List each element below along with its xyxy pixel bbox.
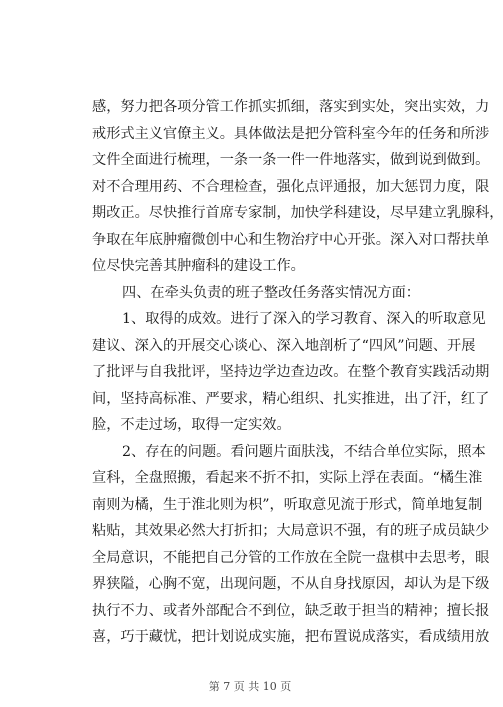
text-line: 喜，巧于藏忧，把计划说成实施，把布置说成落实，看成绩用放 [92,629,490,645]
text-line: 戒形式主义官僚主义。具体做法是把分管科室今年的任务和所涉 [92,125,490,142]
text-line: 粘贴，其效果必然大打折扣；大局意识不强，有的班子成员缺少 [92,523,490,539]
text-line: 位尽快完善其肿瘤科的建设工作。 [92,258,305,274]
text-line: 争取在年底肿瘤微创中心和生物治疗中心开张。深入对口帮扶单 [92,231,490,248]
section-heading: 四、在牵头负责的班子整改任务落实情况方面： [122,284,420,301]
text-line: 南则为橘，生于淮北则为枳”，听取意见流于形式，简单地复制 [92,496,483,513]
page-footer: 第 7 页 共 10 页 [208,680,292,693]
text-line: 宣科，全盘照搬，看起来不折不扣，实际上浮在表面。“橘生淮 [92,470,483,486]
text-line: 脸，不走过场，取得一定实效。 [92,417,291,433]
text-line: 感，努力把各项分管工作抓实抓细，落实到实处，突出实效，力 [92,99,490,115]
text-line: 2、存在的问题。看问题片面肤浅，不结合单位实际，照本 [122,443,486,460]
text-line: 1、取得的成效。进行了深入的学习教育、深入的听取意见 [122,311,486,327]
text-line: 界狭隘，心胸不宽，出现问题，不从自身找原因，却认为是下级 [92,576,490,592]
text-line: 全局意识，不能把自己分管的工作放在全院一盘棋中去思考，眼 [92,549,490,566]
text-line: 对不合理用药、不合理检查，强化点评通报，加大惩罚力度，限 [92,178,490,195]
text-line: 执行不力、或者外部配合不到位，缺乏敢于担当的精神；擅长报 [92,602,490,619]
text-line: 了批评与自我批评，坚持边学边查边改。在整个教育实践活动期 [92,364,490,380]
text-line: 期改正。尽快推行首席专家制，加快学科建设，尽早建立乳腺科， [92,205,503,221]
text-line: 文件全面进行梳理，一条一条一件一件地落实，做到说到做到。 [92,152,490,168]
text-line: 间，坚持高标准、严要求，精心组织、扎实推进，出了汗，红了 [92,390,490,407]
body-text [92,94,503,651]
text-line: 建议、深入的开展交心谈心、深入地剖析了“四风”问题、开展 [92,337,476,354]
